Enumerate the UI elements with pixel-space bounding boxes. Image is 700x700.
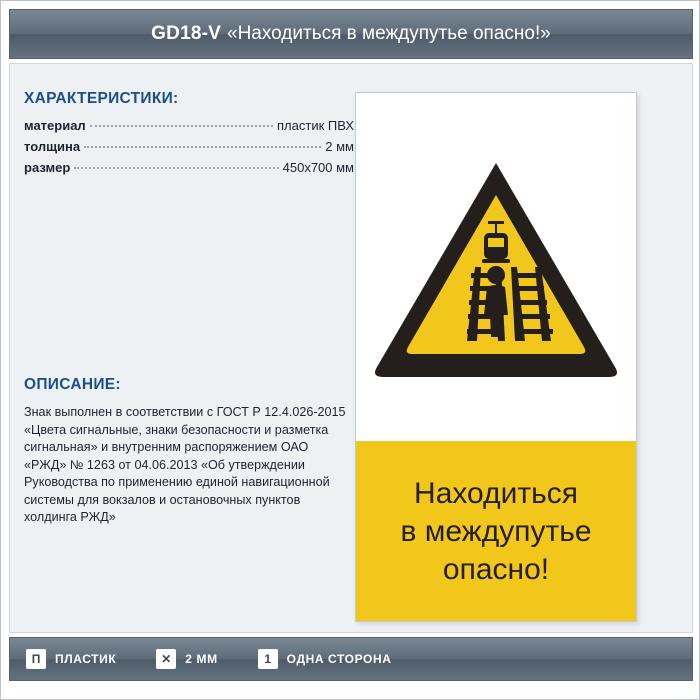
footer-item-sides bbox=[258, 649, 392, 669]
product-code: GD18-V bbox=[151, 23, 222, 44]
sign-pictogram-area bbox=[356, 93, 636, 441]
spec-row-size bbox=[24, 160, 354, 175]
specifications-heading: ХАРАКТЕРИСТИКИ: bbox=[24, 90, 179, 107]
spec-label: материал bbox=[24, 118, 86, 133]
sign-preview bbox=[355, 92, 637, 622]
spec-label: толщина bbox=[24, 139, 81, 154]
page-footer bbox=[9, 637, 693, 681]
description-text: Знак выполнен в соответствии с ГОСТ Р 12.4.026-2015 «Цвета сигнальные, знаки безопасности и разметка сигнальная» и внутренним распоряжением ОАО «РЖД» № 1263 от 04.06.2013 «Об утверждении Руководства по применению единой навигационной системы для вокзалов и остановочных пунктов холдинга РЖД» bbox=[24, 405, 346, 524]
description-block bbox=[24, 376, 354, 527]
sign-caption bbox=[390, 475, 601, 589]
footer-label-thickness: 2 ММ bbox=[185, 652, 218, 666]
spec-label: размер bbox=[24, 160, 71, 175]
footer-item-thickness bbox=[156, 649, 217, 669]
content-area bbox=[9, 63, 693, 633]
page-title: «Находиться в междупутье опасно!» bbox=[227, 23, 551, 44]
footer-label-material: ПЛАСТИК bbox=[55, 652, 117, 666]
footer-label-sides: ОДНА СТОРОНА bbox=[286, 652, 392, 666]
page-header bbox=[9, 9, 693, 59]
spec-dot-leader bbox=[74, 166, 278, 169]
spec-value: 450х700 мм bbox=[282, 160, 354, 175]
footer-item-material bbox=[26, 649, 116, 669]
specifications-block bbox=[24, 90, 354, 181]
spec-dot-leader bbox=[84, 145, 321, 148]
spec-value: пластик ПВХ bbox=[277, 118, 354, 133]
spec-row-material bbox=[24, 118, 354, 133]
spec-row-thickness bbox=[24, 139, 354, 154]
plastic-icon: П bbox=[26, 649, 46, 669]
sign-caption-line-2: в междупутье bbox=[400, 515, 592, 548]
spec-dot-leader bbox=[90, 124, 273, 127]
description-heading: ОПИСАНИЕ: bbox=[24, 376, 121, 393]
sign-caption-line-3: опасно! bbox=[442, 553, 550, 586]
warning-triangle-person-between-tracks-icon bbox=[371, 155, 621, 380]
one-side-icon: 1 bbox=[258, 649, 278, 669]
spec-value: 2 мм bbox=[325, 139, 354, 154]
sign-caption-area bbox=[356, 441, 636, 622]
thickness-icon: ✕ bbox=[156, 649, 176, 669]
sign-caption-line-1: Находиться bbox=[414, 477, 578, 510]
